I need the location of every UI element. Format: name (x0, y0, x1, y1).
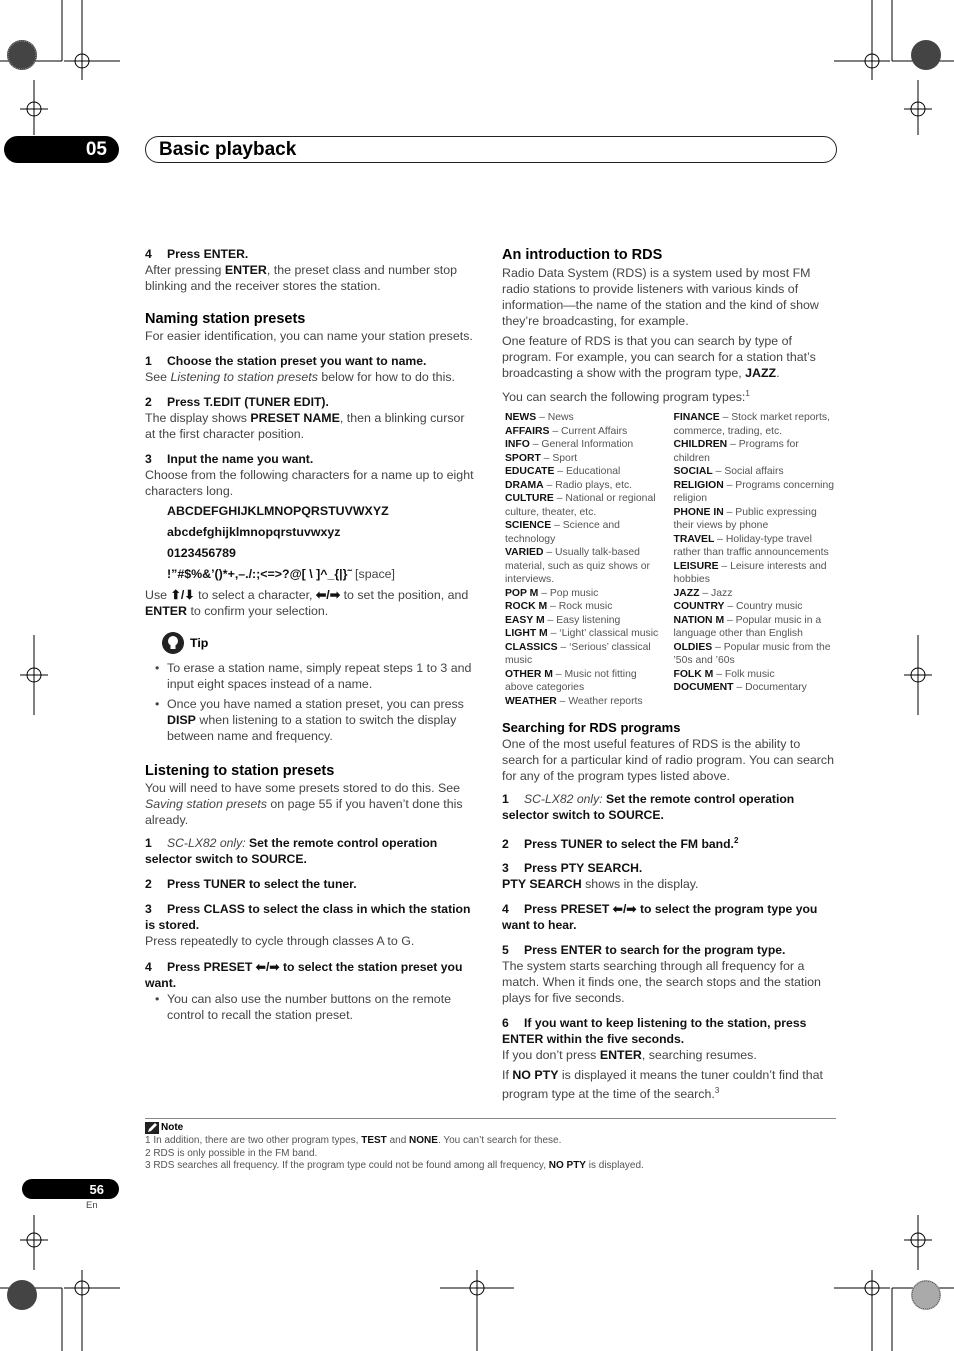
tip-label: Tip (190, 636, 209, 650)
page-number: 56 (22, 1179, 119, 1199)
search-step-3: 3 Press PTY SEARCH. (502, 861, 643, 876)
program-type-item: CHILDREN – Programs for children (673, 439, 799, 464)
naming-intro: For easier identification, you can name your station presets. (145, 329, 473, 343)
program-type-item: AFFAIRS – Current Affairs (505, 425, 628, 437)
char-select-instructions: Use ⬆/⬇ to select a character, ⬅/➡ to set the position, and ENTER to confirm your selection. (145, 588, 469, 618)
left-right-arrows-icon: ⬅/➡ (315, 588, 341, 602)
listening-step-4-bullet: • You can also use the number buttons on the remote control to recall the station preset. (145, 991, 478, 1023)
rds-paragraph-2: One feature of RDS is that you can search by type of program. For example, you can search for a station that’s broadcasting a show with the program type, JAZZ. (502, 334, 816, 380)
program-type-item: FOLK M – Folk music (673, 668, 775, 680)
chars-uppercase: ABCDEFGHIJKLMNOPQRSTUVWXYZ (167, 504, 389, 518)
search-step-6-text-2: If NO PTY is displayed it means the tuner couldn’t find that program type at the time of the search.$^3$ (502, 1068, 823, 1102)
right-column (502, 246, 836, 1102)
program-type-item: NATION M – Popular music in a language other than English (673, 614, 822, 640)
search-step-6: 6 If you want to keep listening to the station, press ENTER within the five seconds. (502, 1016, 807, 1047)
pencil-note-icon (145, 1122, 159, 1134)
program-type-item: RELIGION – Programs concerning religion (673, 479, 835, 505)
program-type-item: CLASSICS – ‘Serious’ classical music (505, 641, 651, 667)
footnote-1: 1 In addition, there are two other program types, TEST and NONE. You can’t search for these. (145, 1135, 562, 1146)
program-type-item: POP M – Pop music (505, 587, 599, 599)
step-4-heading: 4 Press ENTER. (145, 247, 249, 261)
search-step-2: 2 Press TUNER to select the FM band.$^2$ (502, 836, 739, 852)
program-type-item: WEATHER – Weather reports (505, 695, 643, 707)
program-type-item: DRAMA – Radio plays, etc. (505, 479, 633, 491)
tip-header (145, 629, 478, 657)
search-step-1: 1 SC-LX82 only: Set the remote control operation selector switch to SOURCE. (502, 792, 795, 823)
naming-step-1-text: See Listening to station presets below for how to do this. (145, 370, 455, 384)
search-step-3-text: PTY SEARCH shows in the display. (502, 877, 699, 892)
up-down-arrows-icon: ⬆/⬇ (170, 588, 195, 602)
program-type-item: EDUCATE – Educational (505, 466, 621, 478)
program-type-item: TRAVEL – Holiday-type travel rather than traffic announcements (673, 533, 829, 559)
listening-intro: You will need to have some presets stored to do this. See Saving station presets on page 55 if you haven’t done this already. (145, 781, 463, 827)
listening-step-4: 4 Press PRESET ⬅/➡ to select the station preset you want. (145, 960, 463, 990)
language-code: En (86, 1200, 98, 1211)
search-step-5-text: The system starts searching through all frequency for a match. When it finds one, the search stops and the station plays for five seconds. (502, 959, 821, 1006)
program-types-list (502, 411, 836, 708)
footnote-2: 2 RDS is only possible in the FM band. (145, 1147, 318, 1159)
chars-lowercase: abcdefghijklmnopqrstuvwxyz (167, 525, 341, 539)
searching-rds-heading: Searching for RDS programs (502, 720, 681, 736)
program-type-item: EASY M – Easy listening (505, 614, 621, 626)
program-type-item: ROCK M – Rock music (505, 601, 613, 613)
tip-bullet-2: • Once you have named a station preset, you can press DISP when listening to a station to switch the display between name and frequency. (145, 696, 478, 744)
chars-digits: 0123456789 (167, 546, 236, 560)
naming-step-3-text: Choose from the following characters for a name up to eight characters long. (145, 468, 474, 498)
program-type-item: FINANCE – Stock market reports, commerce, trading, etc. (673, 412, 830, 437)
program-type-item: SOCIAL – Social affairs (673, 466, 784, 478)
search-step-6-text: If you don’t press ENTER, searching resumes. (502, 1048, 757, 1063)
program-type-item: INFO – General Information (505, 439, 634, 451)
program-type-item: OTHER M – Music not fitting above categories (505, 668, 637, 694)
program-type-item: CULTURE – National or regional culture, theater, etc. (505, 493, 656, 518)
program-type-item: SCIENCE – Science and technology (505, 520, 620, 545)
footnotes (145, 1121, 836, 1173)
search-step-4: 4 Press PRESET ⬅/➡ to select the program type you want to hear. (502, 902, 818, 933)
lightbulb-icon (161, 631, 185, 655)
rds-paragraph-1: Radio Data System (RDS) is a system used by most FM radio stations to provide listeners with various kinds of information—the name of the station and the kind of show they’re broadcasting, for example. (502, 266, 819, 328)
footnote-3: 3 RDS searches all frequency. If the program type could not be found among all frequency, NO PTY is displayed. (145, 1160, 644, 1172)
listening-step-3-text: Press repeatedly to cycle through classes A to G. (145, 934, 415, 948)
program-type-item: NEWS – News (505, 412, 574, 424)
program-type-item: VARIED – Usually talk-based material, such as quiz shows or interviews. (505, 547, 650, 586)
chapter-number-tab: 05 (4, 136, 119, 163)
program-type-item: LEISURE – Leisure interests and hobbies (673, 560, 827, 586)
program-type-item: OLDIES – Popular music from the ’50s and ’60s (673, 641, 831, 667)
naming-step-3: 3 Input the name you want. (145, 452, 314, 466)
naming-step-2: 2 Press T.EDIT (TUNER EDIT). (145, 395, 329, 409)
program-type-item: DOCUMENT – Documentary (673, 682, 807, 694)
program-types-left (505, 411, 668, 708)
listening-presets-heading: Listening to station presets (145, 763, 335, 779)
searching-intro: One of the most useful features of RDS is the ability to search for a particular kind of radio program. You can search for any of the program types listed above. (502, 737, 834, 784)
tip-bullet-1: • To erase a station name, simply repeat steps 1 to 3 and input eight spaces instead of a name. (145, 660, 478, 692)
listening-step-3: 3 Press CLASS to select the class in which the station is stored. (145, 902, 471, 932)
chars-symbols: !”#$%&’()*+,–./:;<=>?@[ \ ]^_{|}˜ [space] (167, 567, 396, 581)
naming-step-1: 1 Choose the station preset you want to name. (145, 354, 427, 368)
program-types-right (674, 411, 837, 708)
program-type-item: SPORT – Sport (505, 452, 578, 464)
program-type-item: JAZZ – Jazz (673, 587, 733, 599)
step-4-text: After pressing ENTER, the preset class and number stop blinking and the receiver stores the station. (145, 263, 457, 293)
naming-presets-heading: Naming station presets (145, 311, 306, 327)
chapter-title: Basic playback (145, 136, 837, 163)
program-type-item: PHONE IN – Public expressing their views by phone (673, 506, 817, 532)
listening-step-2: 2 Press TUNER to select the tuner. (145, 877, 357, 891)
listening-step-1: 1 SC-LX82 only: Set the remote control operation selector switch to SOURCE. (145, 836, 438, 866)
rds-intro-heading: An introduction to RDS (502, 247, 663, 263)
note-header: Note (145, 1121, 836, 1134)
program-type-item: LIGHT M – ‘Light’ classical music (505, 628, 659, 640)
program-type-item: COUNTRY – Country music (673, 601, 803, 613)
notes-divider (145, 1118, 836, 1119)
left-right-arrows-icon: ⬅/➡ (612, 902, 637, 917)
rds-paragraph-3: You can search the following program types:$^1$ (502, 389, 750, 405)
left-column (145, 246, 478, 1023)
left-right-arrows-icon: ⬅/➡ (255, 960, 280, 974)
search-step-5: 5 Press ENTER to search for the program type. (502, 943, 786, 958)
naming-step-2-text: The display shows PRESET NAME, then a blinking cursor at the first character position. (145, 411, 465, 441)
